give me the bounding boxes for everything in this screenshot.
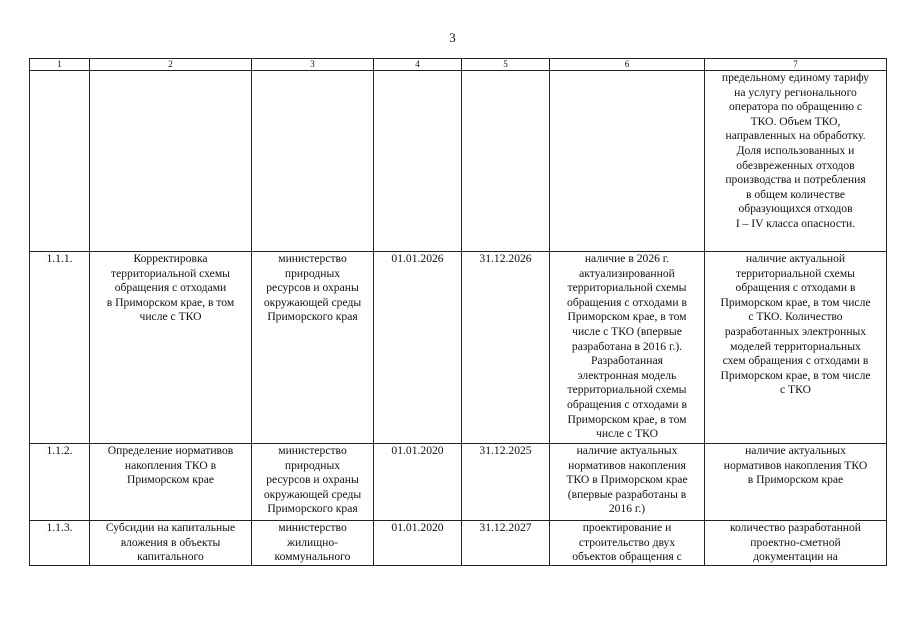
expected-result: проектирование и строительство двух объектов обращения с — [550, 521, 705, 566]
page-number: 3 — [449, 30, 456, 45]
measure-name: Корректировка территориальной схемы обращения с отходами в Приморском крае, в том числе с ТКО — [90, 252, 252, 444]
header-cell-6: 6 — [550, 59, 705, 71]
start-date: 01.01.2020 — [374, 444, 462, 521]
measure-name: Субсидии на капитальные вложения в объекты капитального — [90, 521, 252, 566]
measure-name: Определение нормативов накопления ТКО в Приморском крае — [90, 444, 252, 521]
table-row — [30, 521, 887, 566]
header-row — [30, 59, 887, 71]
end-date: 31.12.2026 — [462, 252, 550, 444]
executor: министерство природных ресурсов и охраны окружающей среды Приморского края — [252, 252, 374, 444]
indicator: количество разработанной проектно-сметной документации на — [705, 521, 887, 566]
indicator: наличие актуальной территориальной схемы обращения с отходами в Приморском крае, в том числе с ТКО. Количество разработанных электронных моделей территориальных схем обращения с отходами в Приморском крае, в том числе с ТКО — [705, 252, 887, 444]
cell-empty — [462, 71, 550, 252]
row-number: 1.1.3. — [30, 521, 90, 566]
continuation-indicator: предельному единому тарифу на услугу регионального оператора по обращению с ТКО. Объем ТКО, направленных на обработку. Доля использованных и обезвреженных отходов производства и потребления в общем количестве образующихся отходов I – IV класса опасности. — [705, 71, 887, 252]
expected-result: наличие актуальных нормативов накопления ТКО в Приморском крае (впервые разработаны в 2016 г.) — [550, 444, 705, 521]
header-cell-7: 7 — [705, 59, 887, 71]
end-date: 31.12.2025 — [462, 444, 550, 521]
header-cell-4: 4 — [374, 59, 462, 71]
header-cell-3: 3 — [252, 59, 374, 71]
start-date: 01.01.2020 — [374, 521, 462, 566]
executor: министерство природных ресурсов и охраны окружающей среды Приморского края — [252, 444, 374, 521]
start-date: 01.01.2026 — [374, 252, 462, 444]
end-date: 31.12.2027 — [462, 521, 550, 566]
cell-empty — [30, 71, 90, 252]
header-cell-5: 5 — [462, 59, 550, 71]
row-number: 1.1.2. — [30, 444, 90, 521]
executor: министерство жилищно- коммунального — [252, 521, 374, 566]
cell-empty — [90, 71, 252, 252]
measures-table — [29, 58, 887, 566]
header-cell-1: 1 — [30, 59, 90, 71]
table-row — [30, 252, 887, 444]
row-number: 1.1.1. — [30, 252, 90, 444]
continuation-row — [30, 71, 887, 252]
cell-empty — [374, 71, 462, 252]
indicator: наличие актуальных нормативов накопления ТКО в Приморском крае — [705, 444, 887, 521]
table-row — [30, 444, 887, 521]
header-cell-2: 2 — [90, 59, 252, 71]
cell-empty — [550, 71, 705, 252]
expected-result: наличие в 2026 г. актуализированной территориальной схемы обращения с отходами в Приморском крае, в том числе с ТКО (впервые разработана в 2016 г.). Разработанная электронная модель территориальной схемы обращения с отходами в Приморском крае, в том числе с ТКО — [550, 252, 705, 444]
cell-empty — [252, 71, 374, 252]
